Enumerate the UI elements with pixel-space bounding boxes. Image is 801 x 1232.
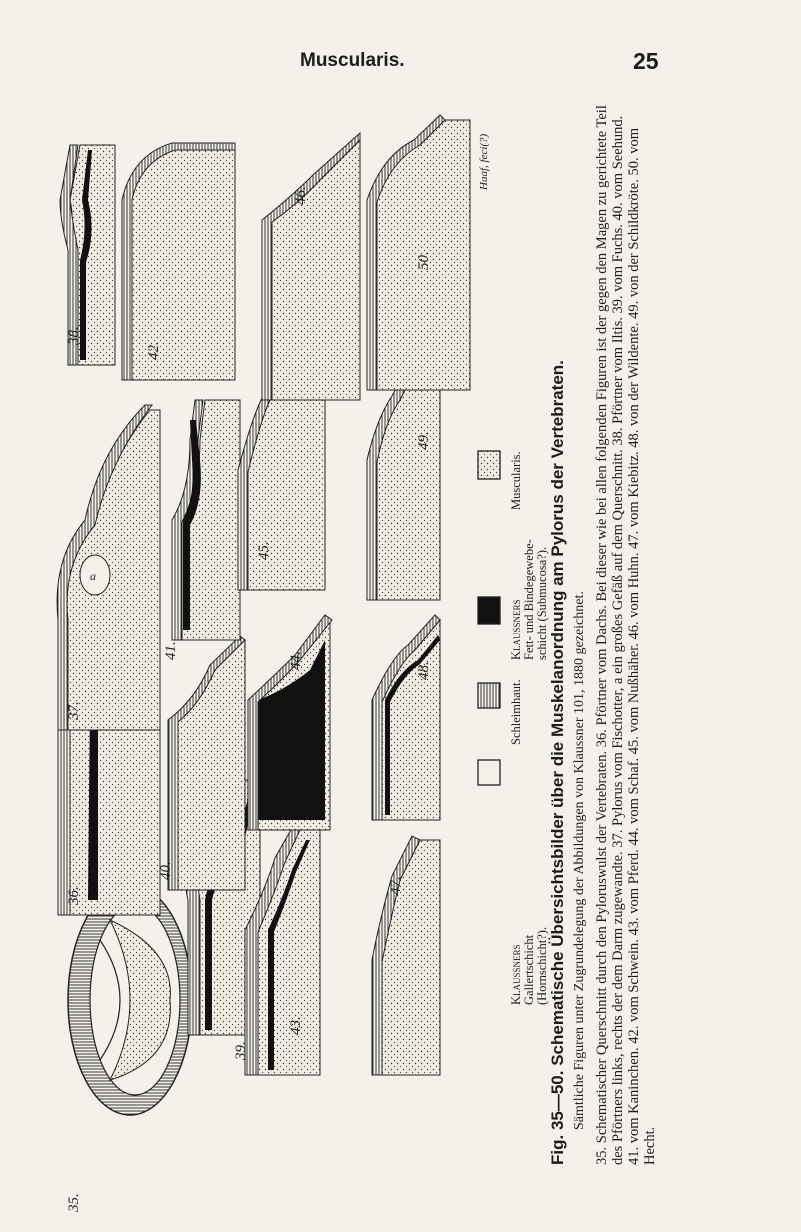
running-title: Muscularis.	[300, 50, 405, 71]
label-49: 49.	[416, 431, 432, 450]
caption-title: Fig. 35—50. Schematische Übersichtsbilder über die Muskelanordnung am Pylorus der Vertebraten.	[548, 360, 567, 1165]
label-48: 48.	[416, 661, 432, 680]
label-44: 44.	[288, 651, 304, 670]
legend-item-gallertschicht-name: Klaussners	[509, 944, 523, 1005]
page-number: 25	[633, 48, 659, 74]
label-45: 45.	[256, 541, 272, 560]
figure-41	[172, 400, 240, 640]
caption-subtitle: Sämtliche Figuren unter Zugrundelegung der Abbildungen von Klaussner 101, 1880 gezeichnet.	[572, 591, 587, 1130]
label-42: 42.	[146, 341, 162, 360]
swatch-submucosa	[478, 597, 500, 624]
legend-item-muscularis-label: Muscularis.	[509, 451, 523, 510]
label-46: 46.	[293, 186, 309, 205]
label-43: 43.	[288, 1016, 304, 1035]
legend-item-gallertschicht-line2: Gallertschicht	[522, 934, 536, 1005]
figure-40	[168, 636, 245, 890]
figure-45	[238, 385, 325, 590]
legend-item-muscularis	[510, 451, 523, 510]
figure-47	[372, 836, 440, 1075]
legend-item-gallertschicht-line3: (Hornschicht?).	[535, 926, 549, 1005]
label-36: 36.	[66, 886, 82, 905]
figure-caption	[535, 95, 658, 1175]
legend-swatches	[478, 451, 500, 785]
figure-49	[367, 366, 440, 600]
label-38: 38.	[66, 326, 82, 345]
caption-body: 35. Schematischer Querschnitt durch den Pyloruswulst der Vertebraten. 36. Pförtner vom Dachs. Bei dieser wie bei allen folgenden Figuren ist der gegen den Magen zu gerichtete Teil des Pförtners links, rechts der dem Darm zugewandte. 37. Pylorus vom Fischotter, a ein großes Gefäß auf dem Querschnitt. 38. Pförtner vom Iltis. 39. vom Fuchs. 40. vom Seehund. 41. vom Kaninchen. 42. vom Schwein. 43. vom Pferd. 44. vom Schaf. 45. vom Nußhäher. 46. vom Huhn. 47. vom Kiebitz. 48. von der Wildente. 49. von der Schildkröte. 50. vom Hecht.	[594, 105, 658, 1165]
legend-item-submucosa-line2: Fett- und Bindegewebe-	[522, 539, 536, 660]
figure-42	[122, 143, 235, 380]
legend-item-submucosa-name: Klaussners	[509, 599, 523, 660]
swatch-muscularis	[478, 451, 500, 479]
svg-text:a: a	[90, 569, 96, 583]
label-37: 37.	[66, 701, 82, 720]
swatch-gallertschicht	[478, 760, 500, 785]
figure-35	[68, 885, 192, 1115]
figure-37	[57, 405, 160, 730]
legend-item-submucosa-line3: schicht (Submucosa?).	[535, 546, 549, 660]
label-41: 41.	[163, 641, 179, 660]
figure-46	[262, 133, 360, 400]
figure-44	[248, 615, 332, 830]
label-35: 35.	[66, 1193, 82, 1212]
label-40: 40.	[158, 861, 174, 880]
swatch-schleimhaut	[478, 683, 500, 708]
legend-item-schleimhaut-label: Schleimhaut.	[509, 679, 523, 745]
legend-item-schleimhaut	[510, 679, 523, 745]
label-50: 50.	[416, 251, 432, 270]
engraver-signature: Haaf, feci(?)	[478, 133, 490, 190]
label-47: 47.	[388, 876, 404, 895]
figure-48	[372, 615, 440, 820]
label-39: 39.	[233, 1041, 249, 1060]
